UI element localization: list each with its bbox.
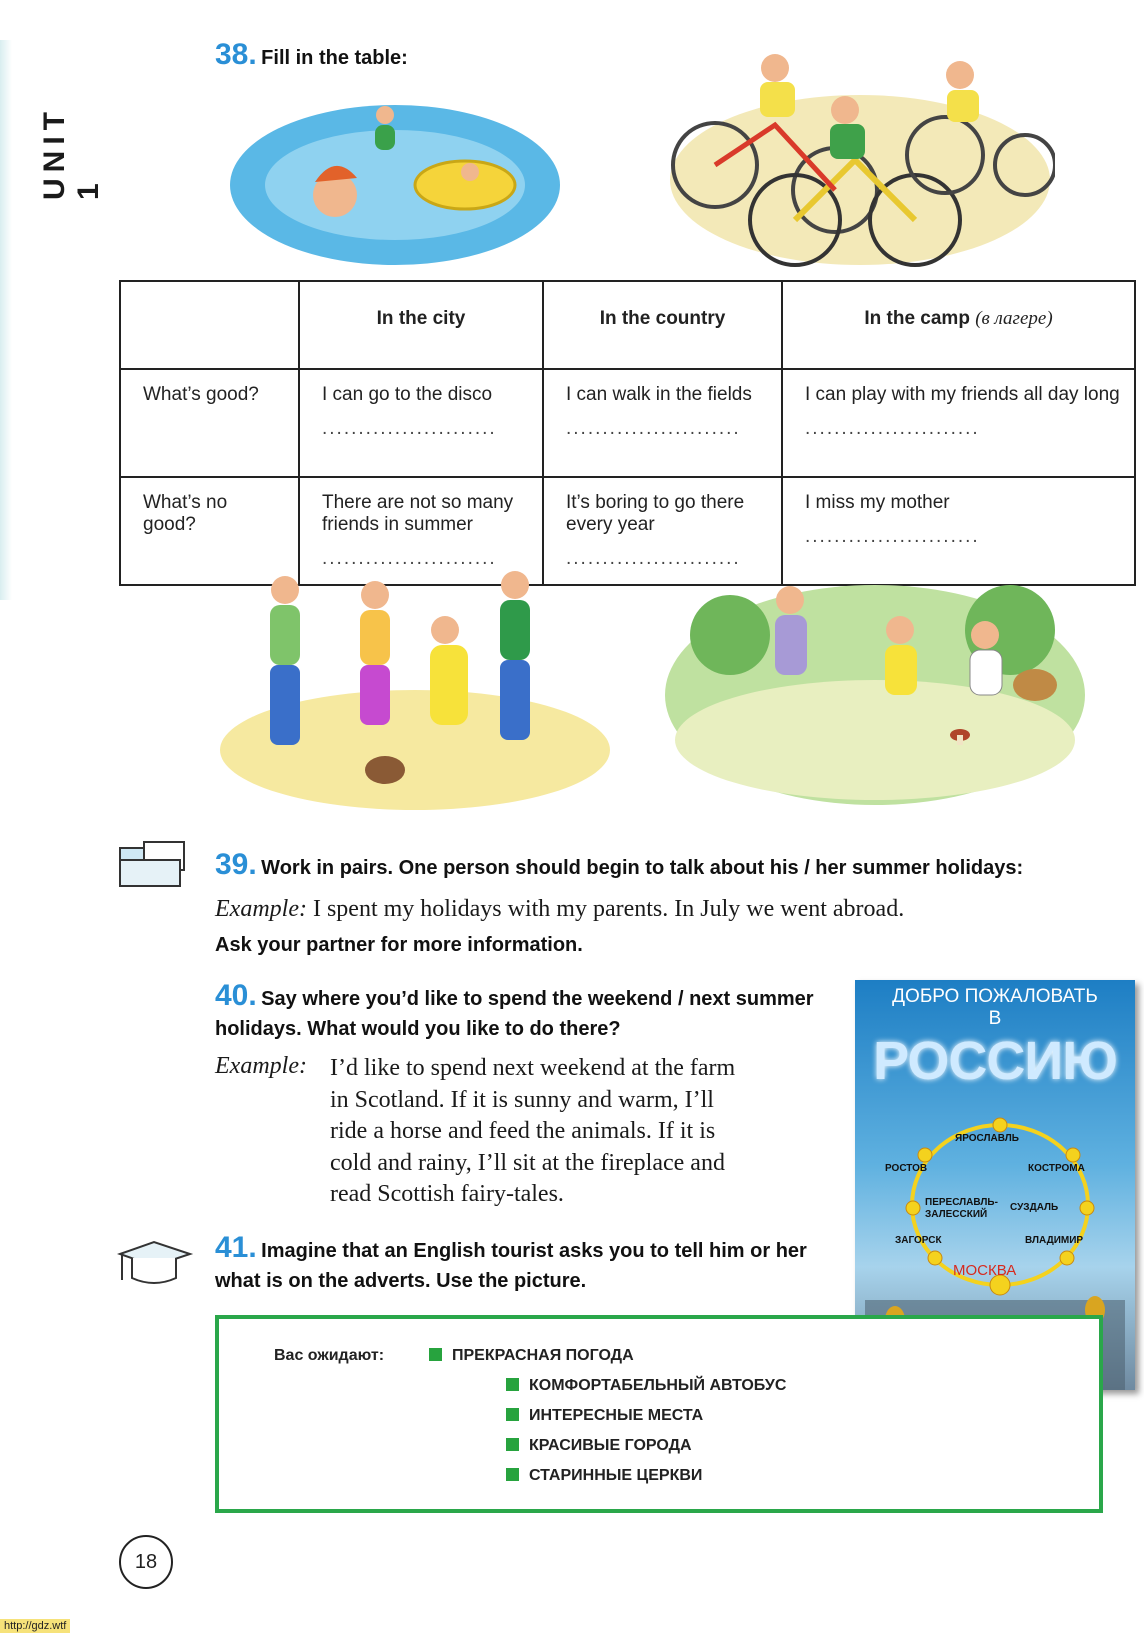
example-label: Example: (215, 896, 307, 922)
bullet-square-icon (506, 1378, 519, 1391)
table-cell: I miss my mother ........................ (782, 477, 1135, 585)
camp-header-note: (в лагере) (975, 308, 1053, 329)
bullet-square-icon (429, 1348, 442, 1361)
table-header-camp (782, 281, 1135, 369)
example-line: ride a horse and feed the animals. If it is (330, 1118, 716, 1144)
exercise-number: 38. (215, 38, 257, 71)
table-cell: There are not so many friends in summer ........................ (299, 477, 543, 585)
footer-url[interactable]: http://gdz.wtf (0, 1619, 70, 1633)
poster-big-word: РОССИЮ (873, 1031, 1117, 1091)
table-header-row (120, 281, 1135, 369)
answer-dots[interactable]: ........................ (566, 548, 741, 569)
poster-city: КОСТРОМА (1028, 1163, 1085, 1174)
exercise-instruction: Work in pairs. One person should begin to talk about his / her summer holidays: (261, 857, 1024, 879)
mushroom-picking-illustration (660, 575, 1090, 810)
advert-item: КОМФОРТАБЕЛЬНЫЙ АВТОБУС (506, 1377, 786, 1395)
camp-header-label: In the camp (864, 308, 970, 329)
poster-capital: МОСКВА (953, 1262, 1017, 1279)
table-cell: It’s boring to go there every year ........................ (543, 477, 782, 585)
row-label: What’s no good? (120, 477, 299, 585)
poster-city: СУЗДАЛЬ (1010, 1202, 1059, 1213)
row-label: What’s good? (120, 369, 299, 477)
example-text: I spent my holidays with my parents. In July we went abroad. (312, 896, 905, 922)
fill-in-table (119, 280, 1136, 586)
advert-item: КРАСИВЫЕ ГОРОДА (506, 1437, 692, 1455)
graduation-cap-icon (112, 1240, 194, 1288)
poster-city: ПЕРЕСЛАВЛЬ- (925, 1197, 998, 1208)
exercise-39-followup: Ask your partner for more information. (215, 934, 583, 956)
advert-item: СТАРИННЫЕ ЦЕРКВИ (506, 1467, 702, 1485)
poster-city: ЯРОСЛАВЛЬ (955, 1133, 1019, 1144)
advert-lead: Вас ожидают: (274, 1347, 385, 1364)
exercise-40-heading (215, 979, 815, 1045)
answer-dots[interactable]: ........................ (805, 526, 980, 547)
exercise-39-heading (215, 848, 1140, 882)
answer-dots[interactable]: ........................ (322, 548, 497, 569)
example-line: I’d like to spend next weekend at the farm (330, 1055, 736, 1081)
poster-city: РОСТОВ (885, 1163, 928, 1174)
pair-work-icon (118, 840, 188, 888)
table-cell: I can go to the disco ........................ (299, 369, 543, 477)
cycling-illustration (665, 40, 1055, 270)
example-line: read Scottish fairy-tales. (330, 1181, 564, 1207)
bullet-square-icon (506, 1408, 519, 1421)
exercise-instruction: Say where you’d like to spend the weekend / next summer holidays. What would you like to do there? (215, 988, 814, 1040)
poster-city: ЗАГОРСК (895, 1235, 942, 1246)
answer-dots[interactable]: ........................ (322, 418, 497, 439)
table-cell: I can play with my friends all day long ........................ (782, 369, 1135, 477)
exercise-number: 40. (215, 979, 257, 1012)
table-header-country: In the country (543, 281, 782, 369)
table-header-city: In the city (299, 281, 543, 369)
example-line: in Scotland. If it is sunny and warm, I’ll (330, 1086, 714, 1113)
page-number: 18 (119, 1535, 173, 1589)
disco-dancing-illustration (215, 570, 615, 815)
exercise-40-example-text (330, 1053, 810, 1211)
exercise-39-example (215, 896, 1115, 923)
example-line: cold and rainy, I’ll sit at the fireplace and (330, 1149, 725, 1176)
table-cell: I can walk in the fields ........................ (543, 369, 782, 477)
swimming-illustration (225, 90, 565, 270)
advert-item: ИНТЕРЕСНЫЕ МЕСТА (506, 1407, 703, 1425)
bullet-square-icon (506, 1438, 519, 1451)
bullet-square-icon (506, 1468, 519, 1481)
exercise-40-example-label: Example: (215, 1053, 307, 1079)
poster-city: ВЛАДИМИР (1025, 1235, 1084, 1246)
exercise-instruction: Fill in the table: (261, 47, 408, 69)
poster-title: ДОБРО ПОЖАЛОВАТЬ В (892, 986, 1098, 1029)
advert-box (215, 1315, 1103, 1513)
exercise-number: 41. (215, 1231, 257, 1264)
table-row (120, 369, 1135, 477)
exercise-number: 39. (215, 848, 257, 881)
table-row (120, 477, 1135, 585)
unit-label: UNIT 1 (38, 106, 105, 200)
exercise-41-heading (215, 1231, 815, 1297)
table-header-empty (120, 281, 299, 369)
poster-city: ЗАЛЕССКИЙ (925, 1209, 988, 1220)
exercise-instruction: Imagine that an English tourist asks you to tell him or her what is on the adverts. Use the picture. (215, 1240, 807, 1292)
answer-dots[interactable]: ........................ (805, 418, 980, 439)
side-strip (0, 40, 12, 600)
answer-dots[interactable]: ........................ (566, 418, 741, 439)
exercise-38-heading (215, 38, 408, 72)
advert-item: ПРЕКРАСНАЯ ПОГОДА (429, 1347, 634, 1365)
